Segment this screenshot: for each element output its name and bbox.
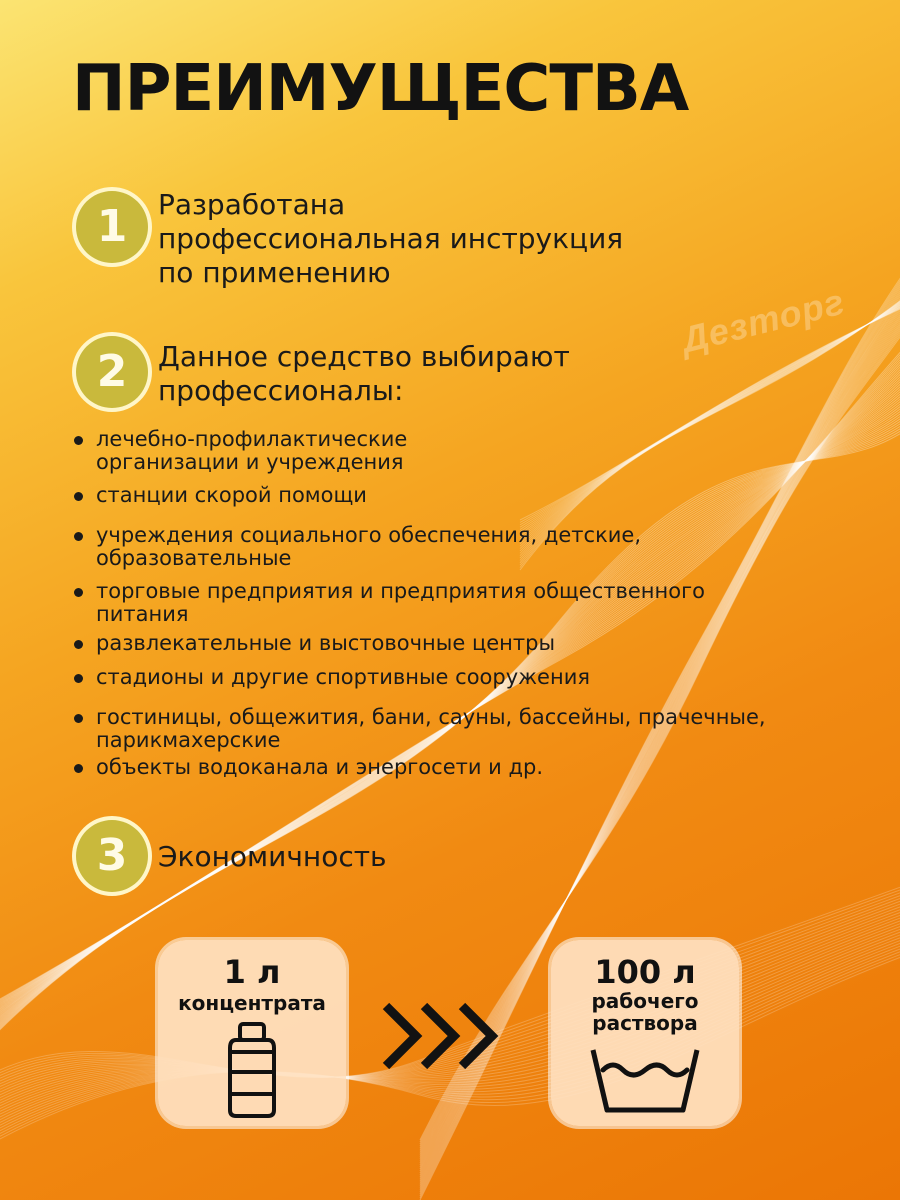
point-2-text [158, 340, 570, 408]
solution-label-line: раствора [592, 1011, 698, 1035]
point-1-line: Разработана [158, 188, 346, 221]
solution-amount: 100 л [594, 953, 696, 991]
concentrate-card [158, 940, 346, 1126]
point-2-line: профессионалы: [158, 374, 404, 407]
wash-basin-icon [589, 1044, 701, 1114]
wave-line [0, 376, 900, 1030]
solution-label-line: рабочего [591, 989, 699, 1013]
point-3-text [158, 840, 387, 874]
list-item-line: организации и учреждения [96, 450, 404, 474]
list-item [72, 706, 766, 752]
list-item-line: станции скорой помощи [96, 483, 367, 507]
point-3-line: Экономичность [158, 840, 387, 873]
list-item [72, 484, 367, 507]
concentrate-label: концентрата [178, 991, 326, 1015]
list-item [72, 524, 641, 570]
concentrate-amount: 1 л [223, 953, 281, 991]
list-item-line: объекты водоканала и энергосети и др. [96, 755, 544, 779]
list-item-line: торговые предприятия и предприятия общественного [96, 579, 705, 603]
point-1-line: профессиональная инструкция [158, 222, 624, 255]
list-item-line: образовательные [96, 546, 292, 570]
list-item-line: парикмахерские [96, 728, 281, 752]
list-item-line: развлекательные и выстовочные центры [96, 631, 556, 655]
bottle-icon [226, 1020, 278, 1120]
point-1-text [158, 188, 623, 290]
list-item-line: питания [96, 602, 189, 626]
list-item [72, 632, 555, 655]
page-title: ПРЕИМУЩЕСТВА [72, 52, 689, 126]
number-badge-1: 1 [76, 191, 148, 263]
list-item-line: стадионы и другие спортивные сооружения [96, 665, 590, 689]
solution-card [551, 940, 739, 1126]
point-2-line: Данное средство выбирают [158, 340, 570, 373]
number-badge-2: 2 [76, 336, 148, 408]
list-item-line: лечебно-профилактические [96, 427, 408, 451]
list-item [72, 580, 705, 626]
list-item [72, 666, 590, 689]
list-item-line: учреждения социального обеспечения, детские, [96, 523, 642, 547]
number-badge-3: 3 [76, 820, 148, 892]
list-item-line: гостиницы, общежития, бани, сауны, бассейны, прачечные, [96, 705, 766, 729]
list-item [72, 756, 543, 779]
triple-chevron-right-icon [382, 996, 516, 1076]
watermark: Дезторг [677, 280, 849, 361]
list-item [72, 428, 407, 474]
point-1-line: по применению [158, 256, 391, 289]
